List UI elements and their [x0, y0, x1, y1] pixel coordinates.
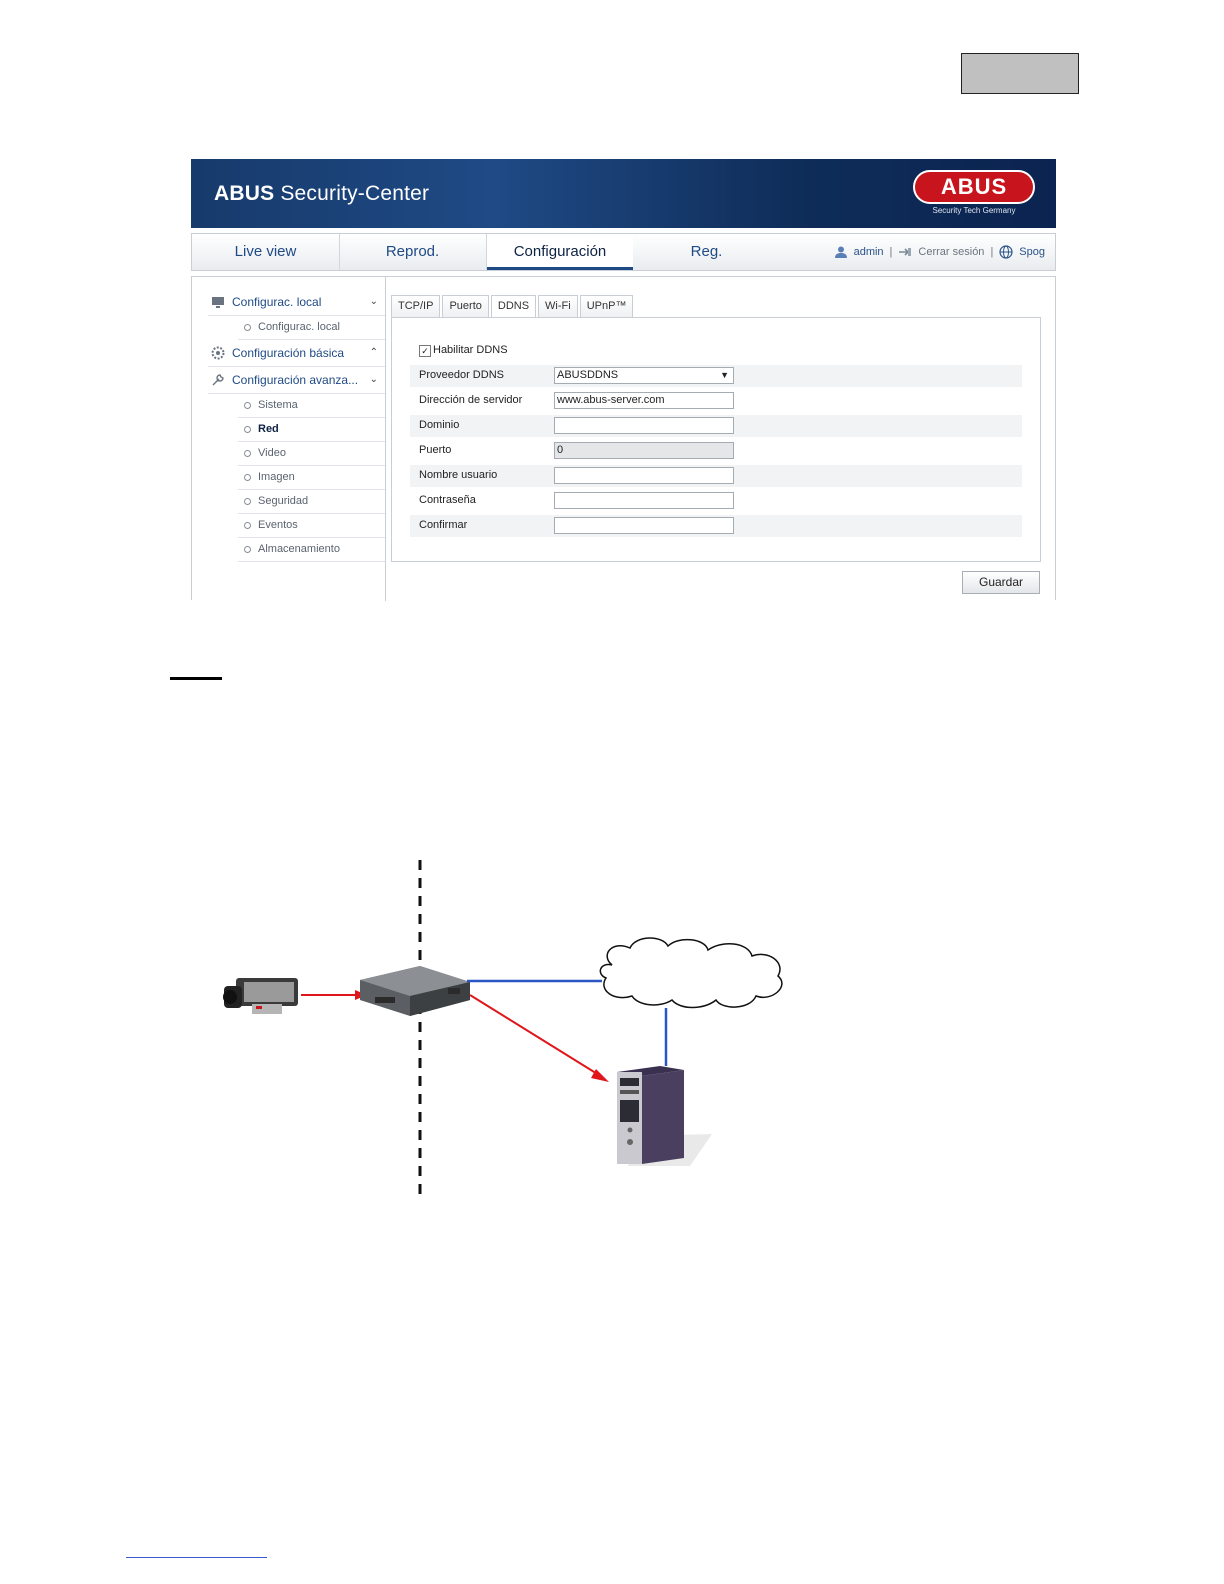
- sidebar-item-eventos[interactable]: Eventos: [238, 514, 386, 538]
- tab-puerto[interactable]: Puerto: [442, 295, 488, 318]
- abus-logo-subtitle: Security Tech Germany: [932, 206, 1016, 215]
- server-label: Dirección de servidor: [419, 394, 523, 406]
- server-address-input[interactable]: www.abus-server.com: [554, 392, 734, 409]
- separator: |: [889, 246, 893, 258]
- sidebar-item-seguridad[interactable]: Seguridad: [238, 490, 386, 514]
- chevron-up-icon: ⌃: [369, 347, 378, 358]
- enable-ddns-label: Habilitar DDNS: [433, 344, 508, 356]
- chevron-down-icon: ⌄: [369, 296, 378, 307]
- tab-configuration[interactable]: Configuración: [487, 234, 633, 270]
- tab-log[interactable]: Reg.: [690, 243, 723, 260]
- sidebar-item-almacenamiento[interactable]: Almacenamiento: [238, 538, 386, 562]
- provider-label: Proveedor DDNS: [419, 369, 504, 381]
- tab-upnp[interactable]: UPnP™: [580, 295, 634, 318]
- sidebar-section-basic[interactable]: Configuración básica ⌃: [208, 340, 386, 367]
- footer-link-underline: [126, 1557, 267, 1558]
- dropdown-arrow-icon: ▼: [720, 370, 729, 380]
- app-title: ABUS Security-Center: [214, 182, 430, 205]
- server-icon: [617, 1066, 712, 1166]
- language-link[interactable]: Spog: [1019, 246, 1045, 258]
- sidebar-item-video[interactable]: Video: [238, 442, 386, 466]
- tab-playback[interactable]: Reprod.: [339, 234, 487, 270]
- port-input: 0: [554, 442, 734, 459]
- provider-select[interactable]: ABUSDDNS ▼: [554, 367, 734, 384]
- tab-tcpip[interactable]: TCP/IP: [391, 295, 440, 318]
- tab-wifi[interactable]: Wi-Fi: [538, 295, 578, 318]
- cloud-icon: [600, 938, 782, 1008]
- domain-label: Dominio: [419, 419, 460, 431]
- port-label: Puerto: [419, 444, 452, 456]
- logout-link[interactable]: Cerrar sesión: [918, 246, 985, 258]
- separator: |: [990, 246, 994, 258]
- sidebar-item-local-config[interactable]: Configurac. local: [238, 316, 386, 340]
- password-label: Contraseña: [419, 494, 476, 506]
- username-link[interactable]: admin: [853, 246, 884, 258]
- save-button[interactable]: Guardar: [962, 571, 1040, 594]
- camera-icon: [223, 978, 298, 1014]
- abus-logo: ABUS: [913, 170, 1035, 204]
- sidebar-section-advanced[interactable]: Configuración avanza... ⌄: [208, 367, 386, 394]
- username-label: Nombre usuario: [419, 469, 498, 481]
- sidebar-section-local[interactable]: Configurac. local ⌄: [208, 289, 386, 316]
- sidebar-item-imagen[interactable]: Imagen: [238, 466, 386, 490]
- tab-ddns[interactable]: DDNS: [491, 295, 536, 318]
- enable-ddns-checkbox[interactable]: ✓: [419, 345, 431, 357]
- chevron-down-icon: ⌄: [369, 374, 378, 385]
- sidebar-item-sistema[interactable]: Sistema: [238, 394, 386, 418]
- tab-live-view[interactable]: Live view: [192, 234, 340, 270]
- confirm-label: Confirmar: [419, 519, 468, 531]
- sidebar-item-red[interactable]: Red: [238, 418, 386, 442]
